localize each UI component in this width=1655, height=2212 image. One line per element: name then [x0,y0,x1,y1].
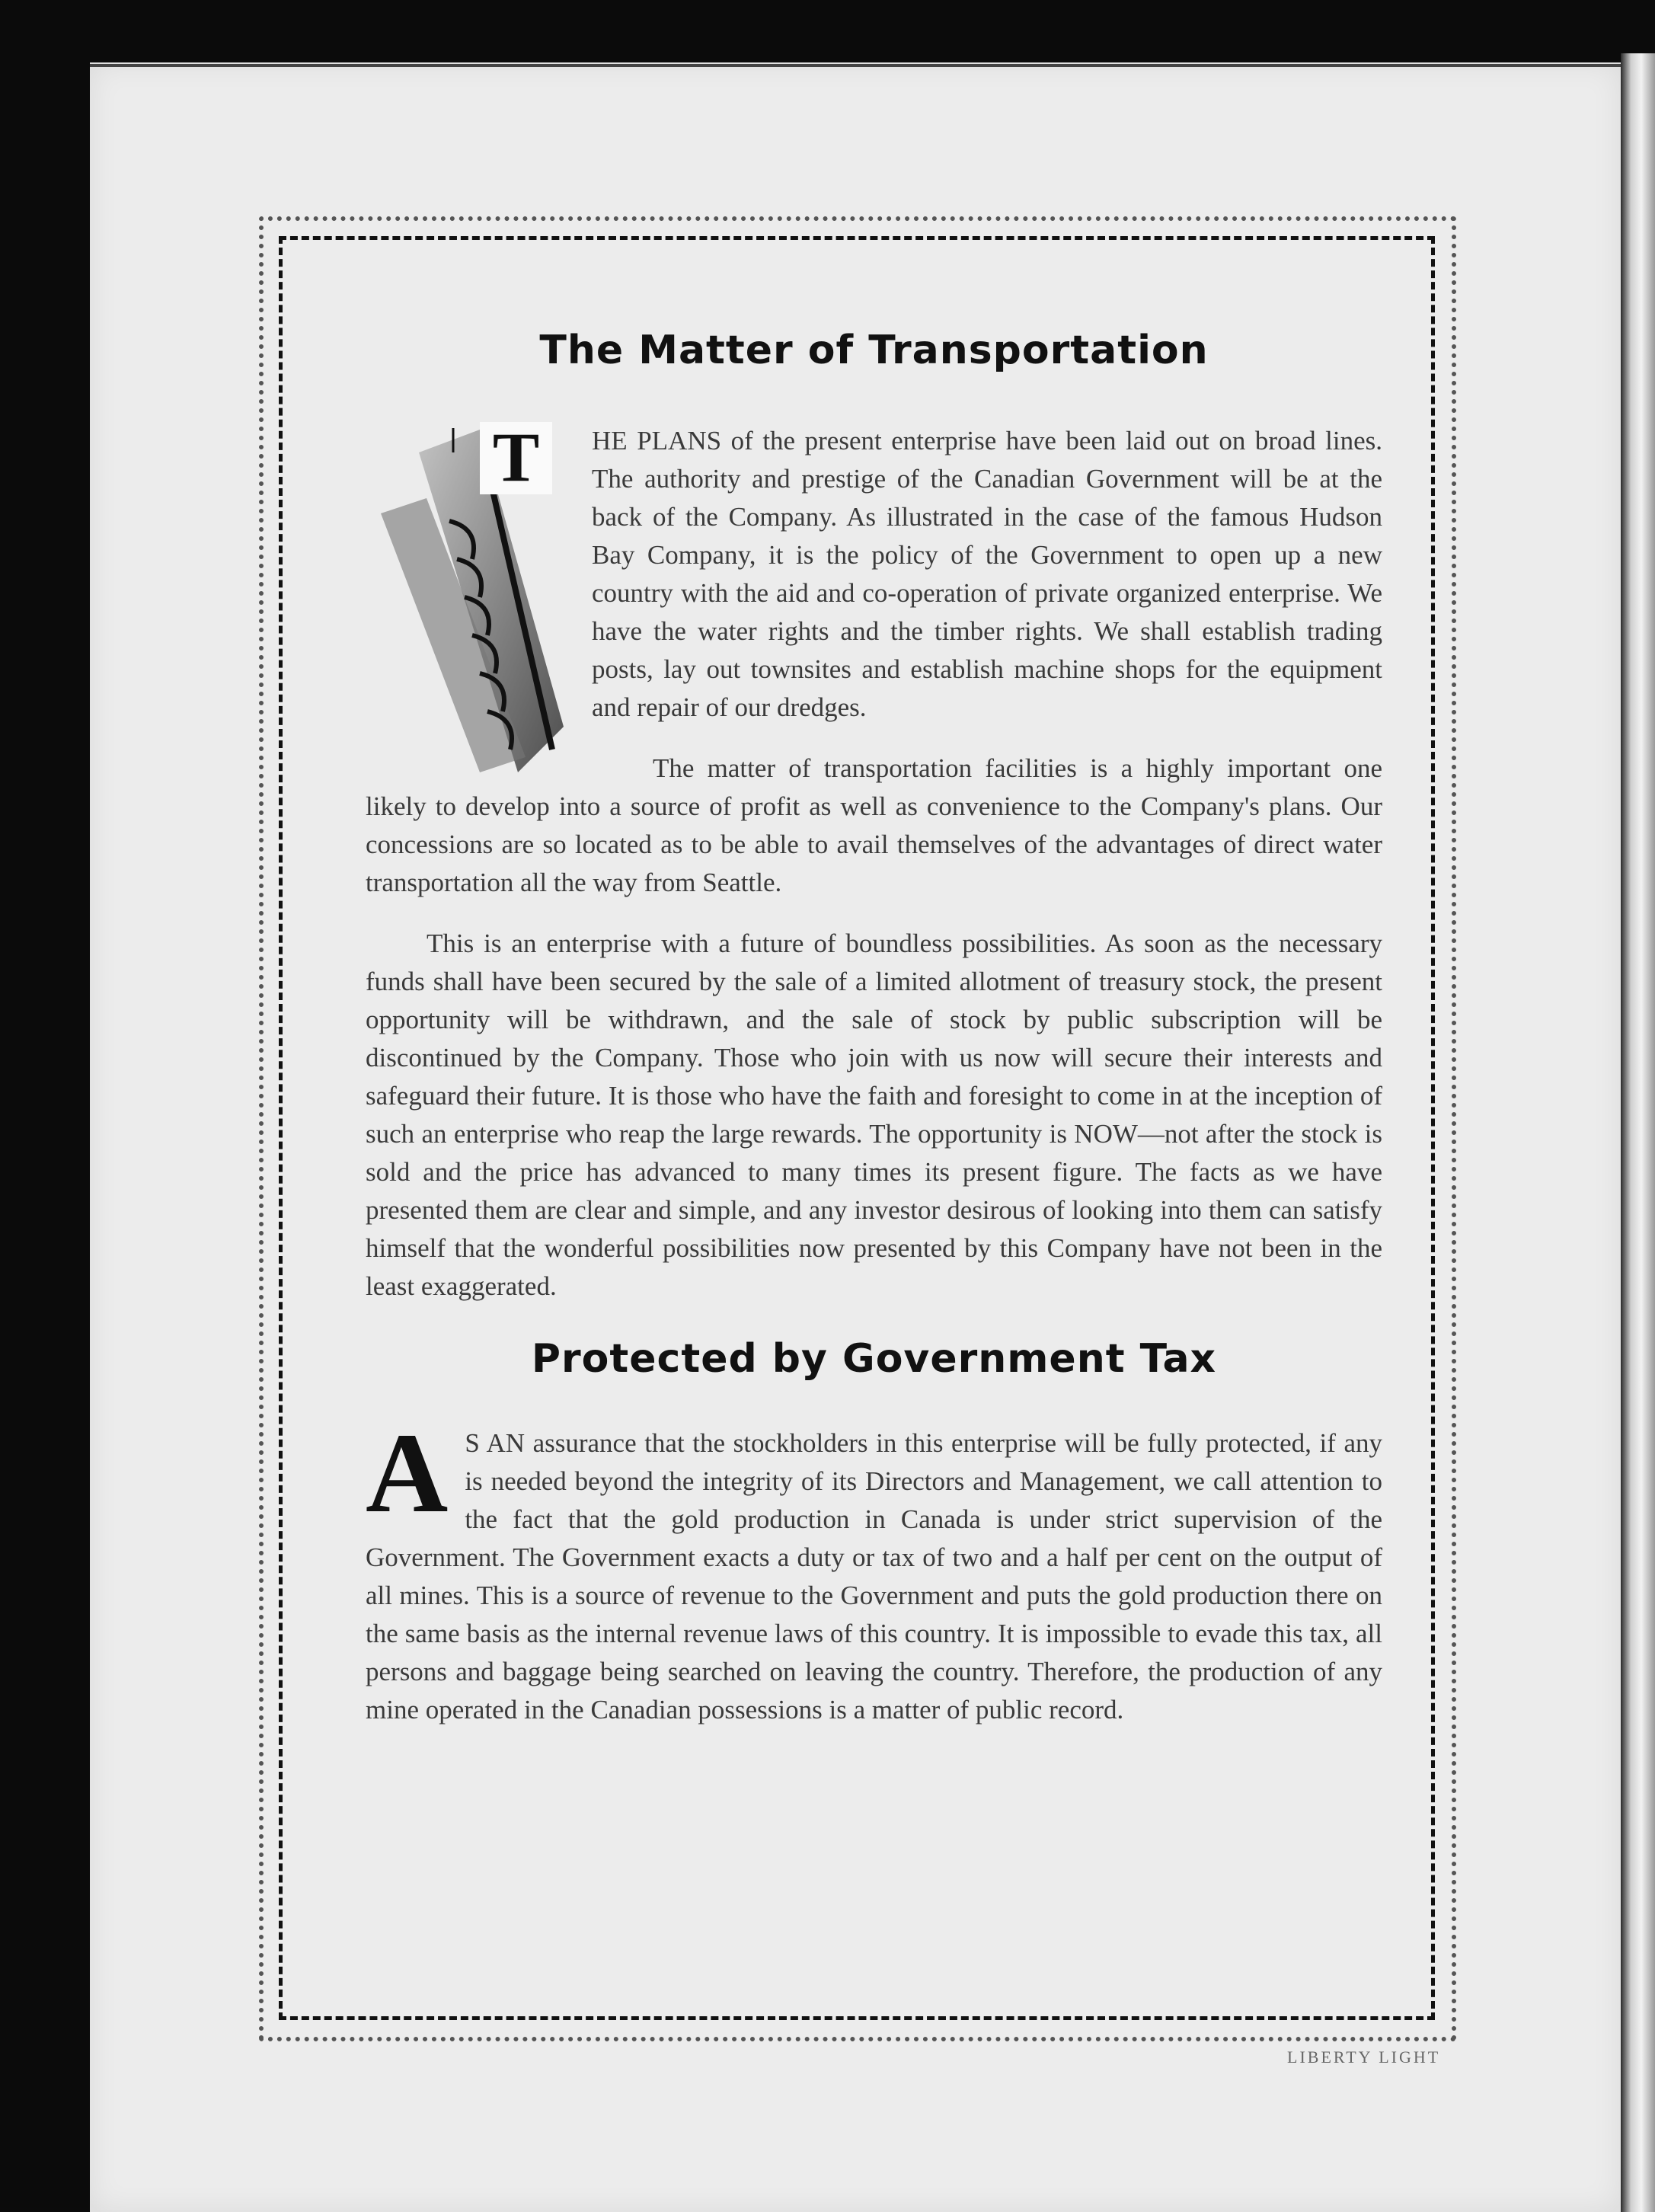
footer-imprint: LIBERTY LIGHT [1287,2047,1441,2067]
paragraph-4: S AN assurance that the stockholders in this enterprise will be fully protected, if any is needed beyond the integrity of its Directors and Management, we call attention to the fact that the gold production in Canada is under strict supervision of the Government. The Government exacts a duty or tax of two and a half per cent on the output of all mines. This is a source of revenue to the Government and puts the gold production there on the same basis as the internal revenue laws of this country. It is impossible to evade this tax, all persons and baggage being searched on leaving the country. Therefore, the production of any mine operated in the Canadian possessions is a matter of public record. [366,1428,1382,1725]
page-top-rule [90,64,1621,67]
section-title-government-tax: Protected by Government Tax [531,1336,1217,1382]
dredge-illustration-block [366,418,575,780]
paragraph-1: HE PLANS of the present enterprise have been laid out on broad lines. The authority and prestige of the Canadian Government will be at the back of the Company. As illustrated in the case of the famous Hudson Bay Company, it is the policy of the Government to open up a new country with the aid and co-operation of private organized enterprise. We have the water rights and the timber rights. We shall establish trading posts, lay out townsites and establish machine shops for the equipment and repair of our dredges. [592,426,1382,722]
drop-cap-a: A [366,1410,449,1536]
paragraph-3: This is an enterprise with a future of boundless possibilities. As soon as the necessary funds shall have been secured by the sale of a limited allotment of treasury stock, the present opportunity will be withdrawn, and the sale of stock by public subscription will be discontinued by the Company. Those who join with us now will secure their interests and safeguard their future. It is those who have the faith and foresight to come in at the inception of such an enterprise who reap the large rewards. The opportunity is NOW—not after the stock is sold and the price has advanced to many times its present figure. The facts as we have presented them are clear and simple, and any investor desirous of looking into them can satisfy himself that the wonderful possibilities now presented by this Company have not been in the least exaggerated. [366,929,1382,1301]
section-title-transportation: The Matter of Transportation [539,328,1209,373]
drop-cap-t: T [480,422,552,494]
paragraph-2: The matter of transportation facilities is a highly important one likely to develop into a source of profit as well as convenience to the Company's plans. Our concessions are so located as to be able to avail themselves of the advantages of direct water transportation all the way from Seattle. [366,753,1382,897]
article-content [366,297,1382,1752]
page-edge [1621,53,1655,2212]
